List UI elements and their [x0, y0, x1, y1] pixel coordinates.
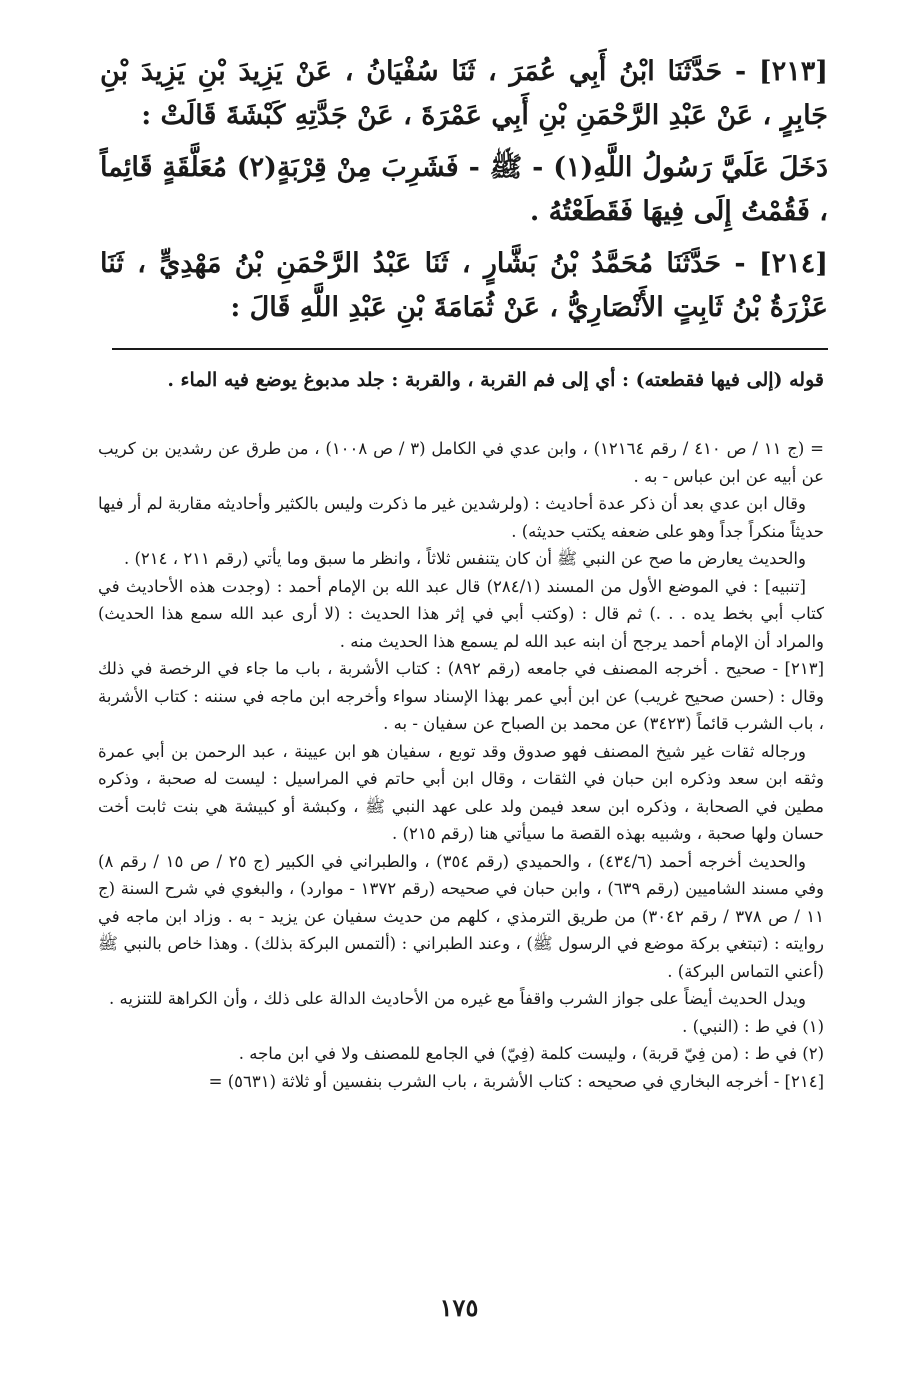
- footnote-paragraph: وقال ابن عدي بعد أن ذكر عدة أحاديث : (ولرشدين غير ما ذكرت وليس بالكثير وأحاديثه مقاربة لم أر فيها حديثاً منكراً جداً وهو على ضعفه يكتب حديثه) .: [98, 494, 824, 541]
- footnote-paragraph: والحديث يعارض ما صح عن النبي ﷺ أن كان يتنفس ثلاثاً ، وانظر ما سبق وما يأتي (رقم ٢١١ ، ٢١٤) .: [123, 549, 806, 568]
- footnote-paragraph: [٢١٣] - صحيح . أخرجه المصنف في جامعه (رقم ٨٩٢) : كتاب الأشربة ، باب ما جاء في الرخصة في ذلك وقال : (حسن صحيح غريب) عن ابن أبي عمر بهذا الإسناد سواء وأخرجه ابن ماجه في سننه : كتاب الأشربة ، باب الشرب قائماً (٣٤٢٣) عن محمد بن الصباح عن سفيان - به .: [98, 659, 824, 733]
- footnote-paragraph: والحديث أخرجه أحمد (٤٣٤/٦) ، والحميدي (رقم ٣٥٤) ، والطبراني في الكبير (ج ٢٥ / ص ١٥ / رقم ٨) وفي مسند الشاميين (رقم ٦٣٩) ، وابن حبان في صحيحه (رقم ١٣٧٢ - موارد) ، والبغوي في شرح السنة (ج ١١ / ص ٣٧٨ / رقم ٣٠٤٢) من طريق الترمذي ، كلهم من حديث سفيان عن يزيد - به . وزاد ابن ماجه في روايته : (تبتغي بركة موضع في الرسول ﷺ) ، وعند الطبراني : (ألتمس البركة بذلك) . وهذا خاص بالنبي ﷺ (أعني التماس البركة) .: [98, 851, 825, 981]
- page-number: ١٧٥: [439, 1293, 479, 1322]
- hadith-214-isnad: [٢١٤] - حَدَّثَنَا مُحَمَّدُ بْنُ بَشَّارٍ ، ثَنَا عَبْدُ الرَّحْمَنِ بْنُ مَهْدِيٍّ ، ثَنَا عَزْرَةُ بْنُ ثَابِتٍ الأَنْصَارِيُّ ، عَنْ ثُمَامَةَ بْنِ عَبْدِ اللَّهِ قَالَ :: [100, 248, 828, 323]
- footnote-paragraph: = (ج ١١ / ص ٤١٠ / رقم ١٢١٦٤) ، وابن عدي في الكامل (٣ / ص ١٠٠٨) ، من طرق عن رشدين بن كريب عن أبيه عن ابن عباس - به .: [98, 439, 825, 486]
- hadith-text: [100, 50, 828, 330]
- footnote-variant-1: (١) في ط : (النبي) .: [682, 1016, 824, 1036]
- footnote-paragraph: ويدل الحديث أيضاً على جواز الشرب واقفاً مع غيره من الأحاديث الدالة على ذلك ، وأن الكراهة للتنزيه .: [109, 989, 806, 1008]
- separator-line: [112, 348, 828, 350]
- footnote-paragraph: [٢١٤] - أخرجه البخاري في صحيحه : كتاب الأشربة ، باب الشرب بنفسين أو ثلاثة (٥٦٣١) =: [208, 1071, 824, 1091]
- hadith-213-matn: دَخَلَ عَلَيَّ رَسُولُ اللَّهِ(١) - ﷺ - فَشَرِبَ مِنْ قِرْبَةٍ(٢) مُعَلَّقَةٍ قَائِماً ، فَقُمْتُ إِلَى فِيهَا فَقَطَعْتُهُ .: [100, 152, 828, 227]
- gloss-note: قوله (إلى فيها فقطعته) : أي إلى فم القربة ، والقربة : جلد مدبوغ يوضع فيه الماء .: [167, 369, 824, 391]
- footnotes: [98, 435, 824, 1095]
- footnote-paragraph: ورجاله ثقات غير شيخ المصنف فهو صدوق وقد توبع ، سفيان هو ابن عيينة ، عبد الرحمن بن أبي عمرة وثقه ابن سعد وذكره ابن حبان في الثقات ، وقال ابن أبي حاتم في المراسيل : ليست له صحبة ، وذكره مطين في الصحابة ، وذكره ابن سعد فيمن ولد على عهد النبي ﷺ ، وكبشة أو كبيشة هي بنت ثابت أخت حسان ولها صحبة ، وشبيه بهذه القصة ما سيأتي هنا (رقم ٢١٥) .: [98, 741, 824, 843]
- footnote-variant-2: (٢) في ط : (من فِيّ قربة) ، وليست كلمة (فِيّ) في الجامع للمصنف ولا في ابن ماجه .: [238, 1044, 824, 1063]
- hadith-213-isnad: [٢١٣] - حَدَّثَنَا ابْنُ أَبِي عُمَرَ ، ثَنَا سُفْيَانُ ، عَنْ يَزِيدَ بْنِ يَزِيدَ بْنِ جَابِرٍ ، عَنْ عَبْدِ الرَّحْمَنِ بْنِ أَبِي عَمْرَةَ ، عَنْ جَدَّتِهِ كَبْشَةَ قَالَتْ :: [100, 56, 828, 131]
- footnote-paragraph: [تنبيه] : في الموضع الأول من المسند (٢٨٤/١) قال عبد الله بن الإمام أحمد : (وجدت هذه الأحاديث في كتاب أبي بخط يده . . .) ثم قال : (وكتب أبي في إثر هذا الحديث : (لا أرى عبد الله سمع هذا الحديث) والمراد أن الإمام أحمد يرجح أن ابنه عبد الله لم يسمع هذا الحديث منه .: [98, 576, 824, 651]
